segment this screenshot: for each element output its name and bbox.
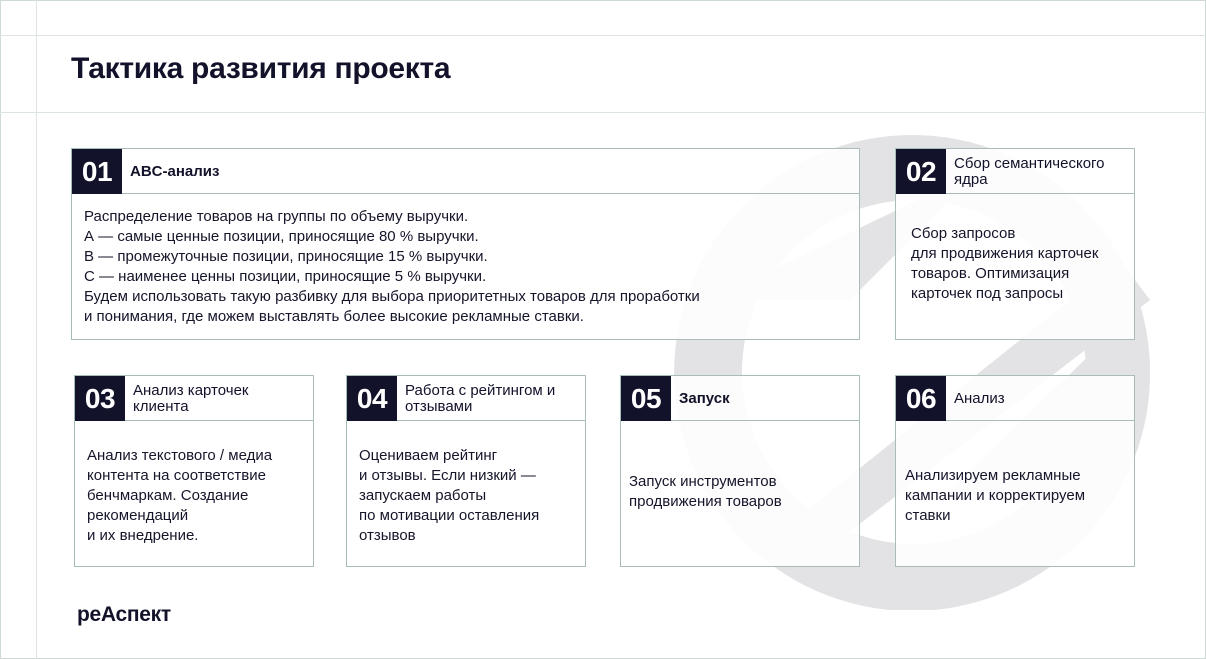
page-title: Тактика развития проекта xyxy=(71,52,451,85)
brand-logo: реАспект xyxy=(77,603,171,626)
card-number-badge: 04 xyxy=(347,376,397,421)
card-description xyxy=(911,224,1124,304)
card-text-line: по мотивации оставления xyxy=(359,507,540,524)
card-text-line: C — наименее ценны позиции, приносящие 5 % выручки. xyxy=(84,268,487,285)
card-text-line: для продвижения карточек xyxy=(911,245,1099,262)
card-text-line: B — промежуточные позиции, приносящие 15 % выручки. xyxy=(84,248,488,265)
card-text-line: товаров. Оптимизация xyxy=(911,265,1070,282)
card-text-line: бенчмаркам. Создание xyxy=(87,487,249,504)
card-text-line: Запуск инструментов xyxy=(629,473,777,490)
card-title: Сбор семантического ядра xyxy=(954,154,1105,188)
card-description xyxy=(905,466,1124,526)
guide-line-header xyxy=(0,112,1206,113)
card-number-badge: 05 xyxy=(621,376,671,421)
card-number-badge: 06 xyxy=(896,376,946,421)
card-text-line: отзывов xyxy=(359,527,416,544)
card-title: Работа с рейтингом и отзывами xyxy=(405,381,556,415)
card-text-line: Анализируем рекламные xyxy=(905,467,1081,484)
card-header xyxy=(621,376,859,421)
card-text-line: Оцениваем рейтинг xyxy=(359,447,498,464)
card-text-line: Сбор запросов xyxy=(911,225,1016,242)
card-header xyxy=(347,376,585,421)
card-title: Запуск xyxy=(679,389,730,407)
guide-line-vertical xyxy=(36,0,37,659)
card-description xyxy=(87,446,303,546)
card-text-line: карточек под запросы xyxy=(911,285,1064,302)
card-text-line: А — самые ценные позиции, приносящие 80 % выручки. xyxy=(84,228,479,245)
card-header xyxy=(75,376,313,421)
card-text-line: Будем использовать такую разбивку для выбора приоритетных товаров для проработки xyxy=(84,288,700,305)
card-header xyxy=(72,149,859,194)
card-number-badge: 03 xyxy=(75,376,125,421)
card-title: Анализ карточек клиента xyxy=(133,381,249,415)
card-analysis xyxy=(895,375,1135,567)
card-description xyxy=(629,472,849,512)
guide-line-top xyxy=(0,35,1206,36)
card-rating-reviews xyxy=(346,375,586,567)
card-text-line: кампании и корректируем xyxy=(905,487,1086,504)
card-text-line: и отзывы. Если низкий — xyxy=(359,467,536,484)
card-text-line: Распределение товаров на группы по объему выручки. xyxy=(84,208,469,225)
card-text-line: и понимания, где можем выставлять более высокие рекламные ставки. xyxy=(84,308,584,325)
card-text-line: ставки xyxy=(905,507,951,524)
card-title: ABC-анализ xyxy=(130,162,220,180)
card-text-line: и их внедрение. xyxy=(87,527,199,544)
card-semantic-core xyxy=(895,148,1135,340)
card-description xyxy=(359,446,575,546)
card-header xyxy=(896,149,1134,194)
card-text-line: рекомендаций xyxy=(87,507,189,524)
card-text-line: продвижения товаров xyxy=(629,493,782,510)
card-number-badge: 01 xyxy=(72,149,122,194)
card-header xyxy=(896,376,1134,421)
card-title: Анализ xyxy=(954,389,1005,407)
card-client-cards-analysis xyxy=(74,375,314,567)
card-launch xyxy=(620,375,860,567)
card-text-line: запускаем работы xyxy=(359,487,487,504)
card-number-badge: 02 xyxy=(896,149,946,194)
card-abc-analysis xyxy=(71,148,860,340)
card-text-line: Анализ текстового / медиа xyxy=(87,447,273,464)
card-description xyxy=(84,207,849,327)
card-text-line: контента на соответствие xyxy=(87,467,266,484)
